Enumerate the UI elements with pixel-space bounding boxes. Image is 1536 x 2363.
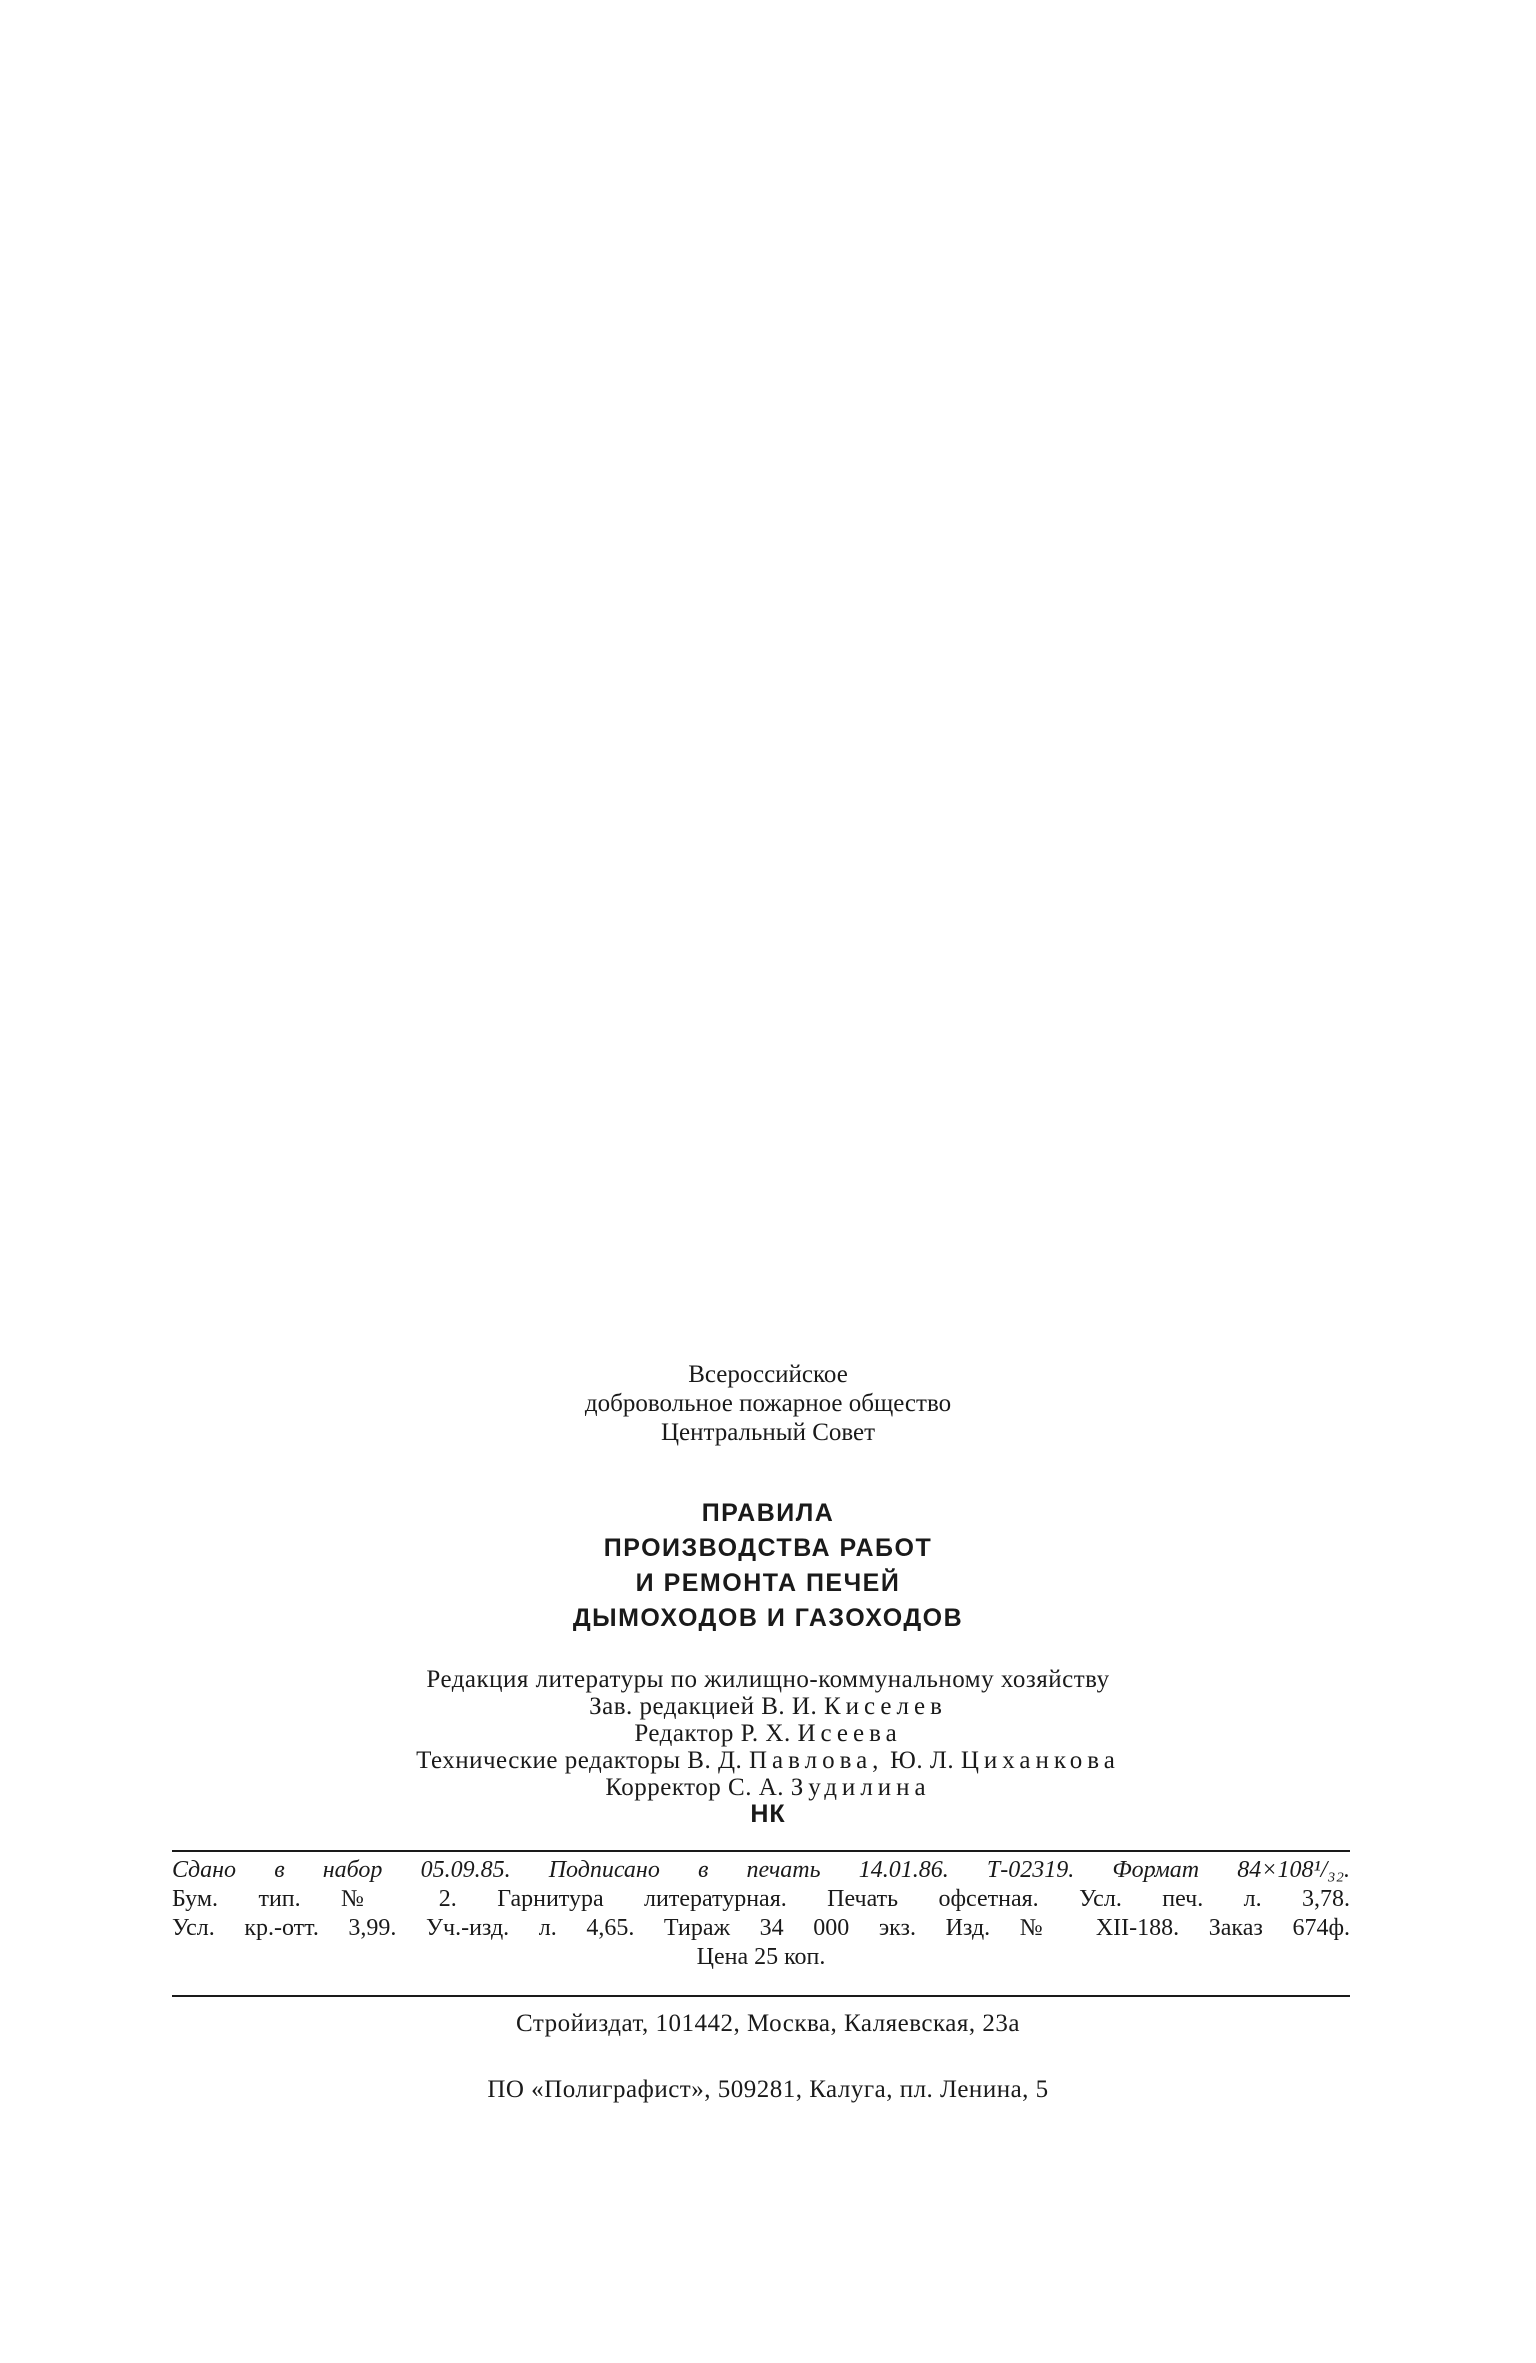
bottom-divider [172,1995,1350,1997]
editorial-department: Редакция литературы по жилищно-коммунальному хозяйству [426,1666,1110,1693]
print-details [172,1856,1350,1972]
publisher-address: Стройиздат, 101442, Москва, Каляевская, 23а [516,2010,1020,2037]
organization-line: добровольное пожарное общество [584,1390,952,1417]
title-line: ПРАВИЛА [701,1499,835,1527]
head-editor-credit [0,1693,1536,1720]
organization-block [0,1360,1536,1447]
editor-name: Исеева [797,1720,902,1747]
organization-line: Всероссийское [688,1361,848,1388]
book-title [0,1496,1536,1636]
editorial-mark: НК [750,1800,786,1828]
corrector-name: Зудилина [790,1774,931,1801]
corrector-credit [0,1774,1536,1801]
title-line: ПРОИЗВОДСТВА РАБОТ [603,1534,933,1562]
printer-address: ПО «Полиграфист», 509281, Калуга, пл. Ленина, 5 [487,2076,1049,2103]
editor-role: Редактор Р. Х. [634,1720,791,1747]
organization-line: Центральный Совет [660,1419,876,1446]
corrector-role: Корректор С. А. [605,1774,785,1801]
top-divider [172,1850,1350,1852]
imprint-line: Усл. кр.-отт. 3,99. Уч.-изд. л. 4,65. Тираж 34 000 экз. Изд. № XII-188. Заказ 674ф. [172,1915,1350,1941]
head-editor-name: Киселев [823,1693,947,1720]
title-line: И РЕМОНТА ПЕЧЕЙ [635,1569,901,1597]
tech-editor-initials: Ю. Л. [890,1747,955,1774]
head-editor-role: Зав. редакцией В. И. [589,1693,818,1720]
imprint-line: Сдано в набор 05.09.85. Подписано в печать 14.01.86. Т-02319. Формат 84×108¹/₃₂. [172,1857,1350,1883]
editorial-credits [0,1666,1536,1828]
editor-credit [0,1720,1536,1747]
tech-editors-credit [0,1747,1536,1774]
tech-editor-name: Павлова, [749,1747,884,1774]
tech-editor-name: Циханкова [960,1747,1120,1774]
title-line: ДЫМОХОДОВ И ГАЗОХОДОВ [572,1604,964,1632]
tech-editors-role: Технические редакторы В. Д. [416,1747,743,1774]
price-line: Цена 25 коп. [696,1944,826,1970]
imprint-line: Бум. тип. № 2. Гарнитура литературная. Печать офсетная. Усл. печ. л. 3,78. [172,1886,1350,1912]
